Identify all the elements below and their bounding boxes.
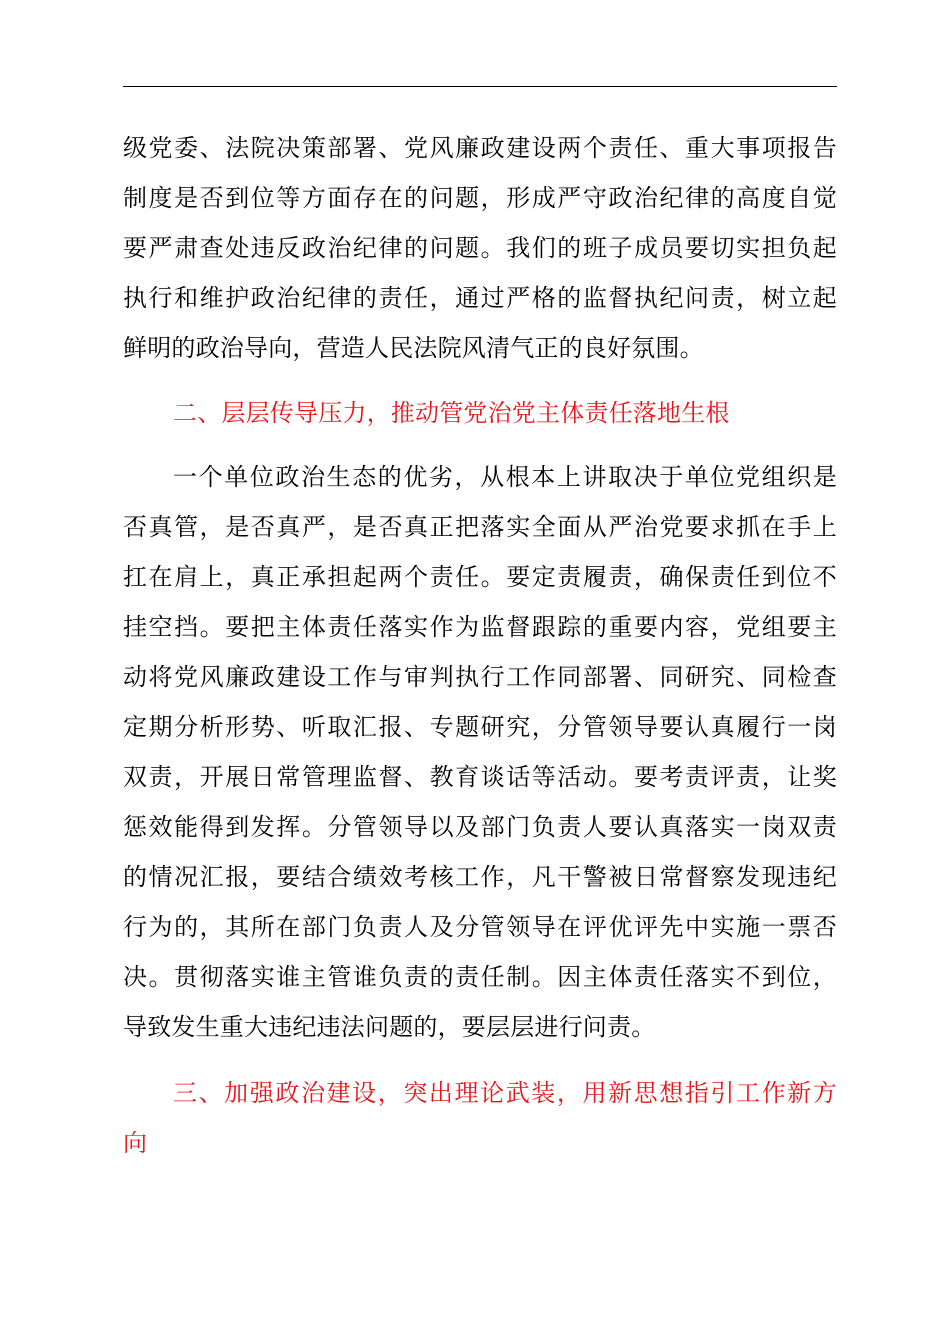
section-heading-2-text: 二、层层传导压力，推动管党治党主体责任落地生根 bbox=[173, 399, 730, 427]
paragraph-1-line: 级党委、法院决策部署、党风廉政建设两个责任、重大事项报告 bbox=[123, 134, 837, 162]
paragraph-2 bbox=[123, 452, 837, 1052]
paragraph-1-line: 要严肃查处违反政治纪律的问题。我们的班子成员要切实担负起 bbox=[123, 234, 837, 262]
paragraph-1-line: 执行和维护政治纪律的责任，通过严格的监督执纪问责，树立起 bbox=[123, 284, 837, 312]
spacer bbox=[123, 438, 837, 452]
section-heading-3-line: 三、加强政治建设，突出理论武装，用新思想指引工作新方 bbox=[173, 1079, 837, 1107]
paragraph-2-line: 定期分析形势、听取汇报、专题研究，分管领导要认真履行一岗 bbox=[123, 713, 837, 741]
paragraph-2-line: 一个单位政治生态的优劣，从根本上讲取决于单位党组织是 bbox=[173, 463, 837, 491]
section-heading-3-line: 向 bbox=[123, 1129, 148, 1157]
header-rule bbox=[123, 86, 837, 87]
paragraph-2-line: 惩效能得到发挥。分管领导以及部门负责人要认真落实一岗双责 bbox=[123, 813, 837, 841]
spacer bbox=[123, 373, 837, 388]
paragraph-2-line: 决。贯彻落实谁主管谁负责的责任制。因主体责任落实不到位， bbox=[123, 963, 837, 991]
paragraph-2-line: 导致发生重大违纪违法问题的，要层层进行问责。 bbox=[123, 1013, 656, 1041]
paragraph-1 bbox=[123, 123, 837, 373]
paragraph-1-line: 制度是否到位等方面存在的问题，形成严守政治纪律的高度自觉 bbox=[123, 184, 837, 212]
document-body bbox=[123, 123, 837, 1168]
paragraph-2-line: 否真管，是否真严，是否真正把落实全面从严治党要求抓在手上 bbox=[123, 513, 837, 541]
paragraph-2-line: 的情况汇报，要结合绩效考核工作，凡干警被日常督察发现违纪 bbox=[123, 863, 837, 891]
paragraph-1-line: 鲜明的政治导向，营造人民法院风清气正的良好氛围。 bbox=[123, 334, 704, 362]
paragraph-2-line: 挂空挡。要把主体责任落实作为监督跟踪的重要内容，党组要主 bbox=[123, 613, 837, 641]
section-heading-3 bbox=[123, 1068, 837, 1168]
section-heading-2 bbox=[123, 388, 837, 438]
paragraph-2-line: 动将党风廉政建设工作与审判执行工作同部署、同研究、同检查 bbox=[123, 663, 837, 691]
paragraph-2-line: 双责，开展日常管理监督、教育谈话等活动。要考责评责，让奖 bbox=[123, 763, 837, 791]
paragraph-2-line: 扛在肩上，真正承担起两个责任。要定责履责，确保责任到位不 bbox=[123, 563, 837, 591]
spacer bbox=[123, 1052, 837, 1068]
paragraph-2-line: 行为的，其所在部门负责人及分管领导在评优评先中实施一票否 bbox=[123, 913, 837, 941]
